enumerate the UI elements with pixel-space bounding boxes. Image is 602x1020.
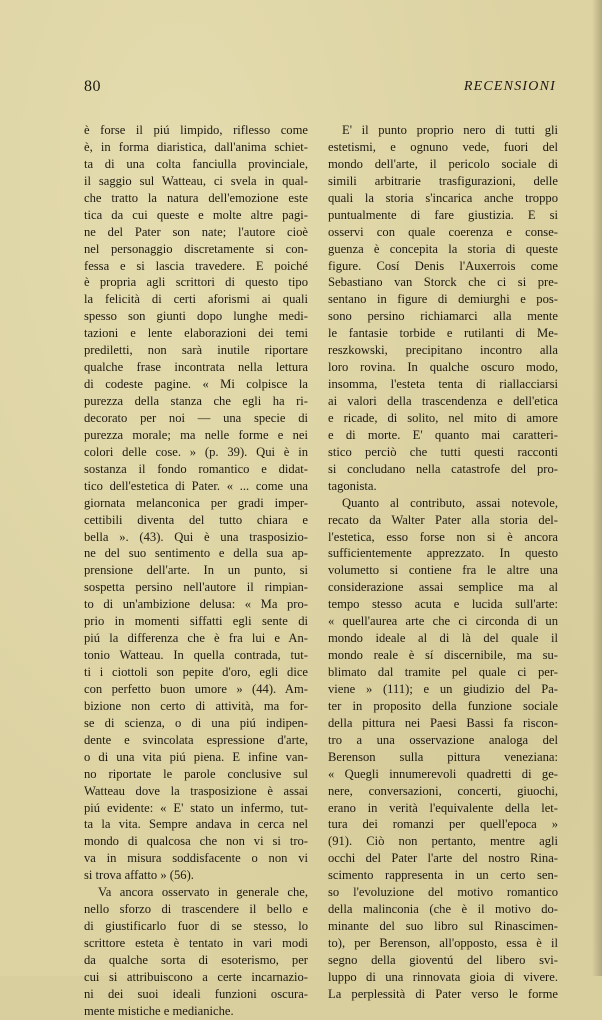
text-line: viene » (111); e un giudizio del Pa-	[328, 681, 558, 696]
text-line: è forse il piú limpido, riflesso come	[84, 123, 308, 137]
text-line: colori delle cose. » (p. 39). Qui è in	[84, 444, 308, 459]
text-line: figure. Cosí Denis l'Auxerrois come	[328, 258, 558, 273]
left-text-column	[84, 122, 308, 1020]
text-line: Va ancora osservato in generale che,	[98, 885, 308, 900]
text-line: ta di una colta fanciulla provinciale,	[84, 156, 308, 171]
text-line: erano in verità l'equivalente della let-	[328, 800, 558, 815]
text-line: sospetta persino nell'autore il rimpian-	[84, 580, 308, 595]
text-line: loro rovina. In qualche oscuro modo,	[328, 360, 558, 375]
text-line: è, in forma diaristica, dall'anima schiet-	[84, 139, 308, 154]
text-line: tempo stesso acuta e lucida sull'arte:	[328, 597, 558, 612]
text-line: tagonista.	[328, 478, 377, 493]
text-line: scrittore esteta è tentato in vari modi	[84, 936, 308, 950]
text-line: di giustificarlo fuor di se stesso, lo	[84, 919, 308, 934]
text-line: e di morte. E' quanto mai caratteri-	[328, 427, 558, 442]
text-line: luppo di una rinnovata gioia di vivere.	[328, 969, 558, 984]
text-line: minante del suo libro sul Rinascimen-	[328, 919, 558, 934]
text-line: cettibili diventa del tutto chiara e	[84, 512, 308, 527]
text-line: è propria agli scrittori di questo tipo	[84, 275, 308, 290]
running-head: RECENSIONI	[463, 79, 556, 94]
text-line: l'estetica, esso forse non si è ancora	[328, 529, 558, 544]
text-line: le fantasie torbide e rutilanti di Me-	[328, 326, 558, 341]
text-line: guenza è concepita la storia di queste	[328, 241, 558, 256]
text-line: E' il punto proprio nero di tutti gli	[342, 123, 558, 137]
text-line: tazioni e lente elaborazioni dei temi	[84, 326, 308, 341]
text-line: ti i ciottoli son pepite d'oro, egli dice	[84, 665, 308, 679]
text-line: tico dell'estetica di Pater. « ... come una	[84, 478, 308, 493]
text-line: della pittura nei Paesi Bassi fa riscon-	[328, 715, 558, 730]
text-line: la felicità di certi aforismi ai quali	[84, 292, 308, 307]
text-line: « Quegli innumerevoli quadretti di ge-	[328, 766, 558, 781]
text-line: segno della gioventú del libero svi-	[328, 952, 558, 967]
text-line: so l'evoluzione del motivo romantico	[328, 885, 558, 900]
text-line: prensione dell'arte. In un punto, si	[84, 563, 308, 578]
text-line: tura dei romanzi per quell'epoca »	[328, 817, 558, 832]
text-line: ai valori della trascendenza e dell'etica	[328, 394, 558, 408]
text-line: ter in proposito della funzione sociale	[328, 698, 558, 713]
text-line: giornata melanconica per gradi imper-	[84, 495, 308, 510]
text-line: si concludano nella catastrofe del pro-	[328, 461, 558, 476]
text-line: il saggio sul Watteau, ci svela in qual-	[84, 173, 308, 188]
text-line: bella ». (43). Qui è una trasposizio-	[84, 529, 308, 544]
text-line: che tratto la natura dell'emozione este	[84, 190, 308, 205]
text-line: della malinconia (che è il motivo do-	[328, 902, 558, 917]
text-line: ta la vita. Sempre andava in cerca nel	[84, 817, 308, 832]
text-line: blimato dal tramite pel quale ci per-	[328, 665, 558, 679]
text-line: considerazione assai semplice ma al	[328, 580, 558, 595]
text-line: sufficientemente apprezzato. In questo	[328, 546, 558, 561]
text-line: cui si attribuiscono a certe incarnazio-	[84, 969, 308, 984]
text-line: to), per Berenson, all'opposto, essa è il	[328, 936, 558, 950]
text-line: Quanto al contributo, assai notevole,	[342, 495, 558, 510]
text-line: o di una vita piú piena. E infine van-	[84, 749, 308, 764]
text-line: sentano in figure di demiurghi e pos-	[328, 292, 558, 307]
text-line: estetismi, e ognuno vede, fuori del	[328, 139, 558, 154]
text-line: purezza morale; ma nelle forme e nei	[84, 427, 308, 442]
text-line: da qualche sorta di esoterismo, per	[84, 952, 308, 967]
text-line: tonio Watteau. In quella contrada, tut-	[84, 648, 308, 663]
text-line: stico perciò che tutti questi racconti	[328, 444, 558, 459]
text-line: no riportate le parole conclusive sul	[84, 766, 308, 781]
text-line: nello sforzo di trascendere il bello e	[84, 902, 308, 917]
text-line: Sebastiano van Storck che ci si pre-	[328, 275, 558, 290]
text-line: occhi del Pater l'arte del nostro Rina-	[328, 851, 558, 866]
text-line: qualche frase incontrata nella lettura	[84, 360, 308, 375]
text-line: sono persino richiamarci alla mente	[328, 309, 558, 324]
text-line: sostanza il fondo romantico e didat-	[84, 461, 308, 476]
text-line: recato da Walter Pater alla storia del-	[328, 512, 558, 527]
text-line: to di un'ambizione delusa: « Ma pro-	[84, 597, 308, 612]
text-line: mondo reale è sí discernibile, ma su-	[328, 648, 558, 663]
page-edge-shadow	[592, 0, 602, 976]
text-line: tro a una osservazione analoga del	[328, 732, 558, 747]
text-line: bizione non certo di attività, ma for-	[84, 698, 308, 713]
text-line: simili arbitrarie trasfigurazioni, delle	[328, 173, 558, 188]
text-line: « quell'aurea arte che ci circonda di un	[328, 614, 558, 629]
text-line: piú la differenza che è fra lui e An-	[84, 631, 308, 646]
text-line: osservi con quale coerenza e conse-	[328, 224, 558, 239]
text-line: decorato per noi — una specie di	[84, 410, 308, 425]
text-line: quali la storia s'incarica anche troppo	[328, 190, 558, 205]
text-line: spesso son giunti dopo lunghe medi-	[84, 309, 308, 324]
text-line: insomma, l'esteta tenta di riallacciarsi	[328, 377, 558, 392]
text-line: di codeste pagine. « Mi colpisce la	[84, 377, 308, 392]
text-line: ne del Pater son nate; l'autore cioè	[84, 224, 308, 239]
text-line: piú evidente: « E' stato un infermo, tut-	[84, 800, 308, 815]
text-line: puntualmente di fare giustizia. E si	[328, 207, 558, 222]
text-line: ni dei suoi ideali funzioni oscura-	[84, 986, 308, 1001]
text-line: prediletti, non sarà inutile riportare	[84, 343, 308, 358]
right-text-column	[328, 122, 558, 1003]
text-line: e ricade, di solito, nel mito di amore	[328, 410, 558, 425]
text-line: mente mistiche e medianiche.	[84, 1003, 234, 1018]
text-line: nel personaggio discretamente si con-	[84, 241, 308, 256]
text-line: La perplessità di Pater verso le forme	[328, 986, 558, 1001]
text-line: Berenson sulla pittura veneziana:	[328, 749, 558, 764]
text-line: volumetto si contiene fra le altre una	[328, 563, 558, 578]
text-line: fessa e si lascia travedere. E poiché	[84, 258, 308, 273]
text-line: mondo di qualcosa che non vi si tro-	[84, 834, 308, 849]
text-line: si trova affatto » (56).	[84, 868, 194, 883]
text-line: Watteau dove la trasposizione è assai	[84, 783, 308, 798]
text-line: tica da cui queste e molte altre pagi-	[84, 207, 308, 222]
text-line: se di scienza, o di una piú indipen-	[84, 715, 308, 730]
text-line: mondo ideale al di là del quale il	[328, 631, 558, 646]
text-line: va in misura soddisfacente o non vi	[84, 851, 308, 866]
text-line: scimento rappresenta in un certo sen-	[328, 868, 558, 883]
text-line: mondo dell'arte, il pericolo sociale di	[328, 156, 558, 171]
text-line: reszkowski, precipitano incontro alla	[328, 343, 558, 358]
text-line: purezza della stanza che egli ha ri-	[84, 394, 308, 408]
text-line: dente e svincolata espressione d'arte,	[84, 732, 308, 747]
text-line: nere, conversazioni, concerti, giuochi,	[328, 783, 558, 798]
page-number: 80	[84, 78, 101, 95]
text-line: prio in momenti siffatti egli sente di	[84, 614, 308, 629]
text-line: (91). Ciò non pertanto, mentre agli	[328, 834, 558, 849]
text-line: ne del suo sentimento e della sua ap-	[84, 546, 308, 561]
text-line: con perfetto buon umore » (44). Am-	[84, 681, 308, 696]
